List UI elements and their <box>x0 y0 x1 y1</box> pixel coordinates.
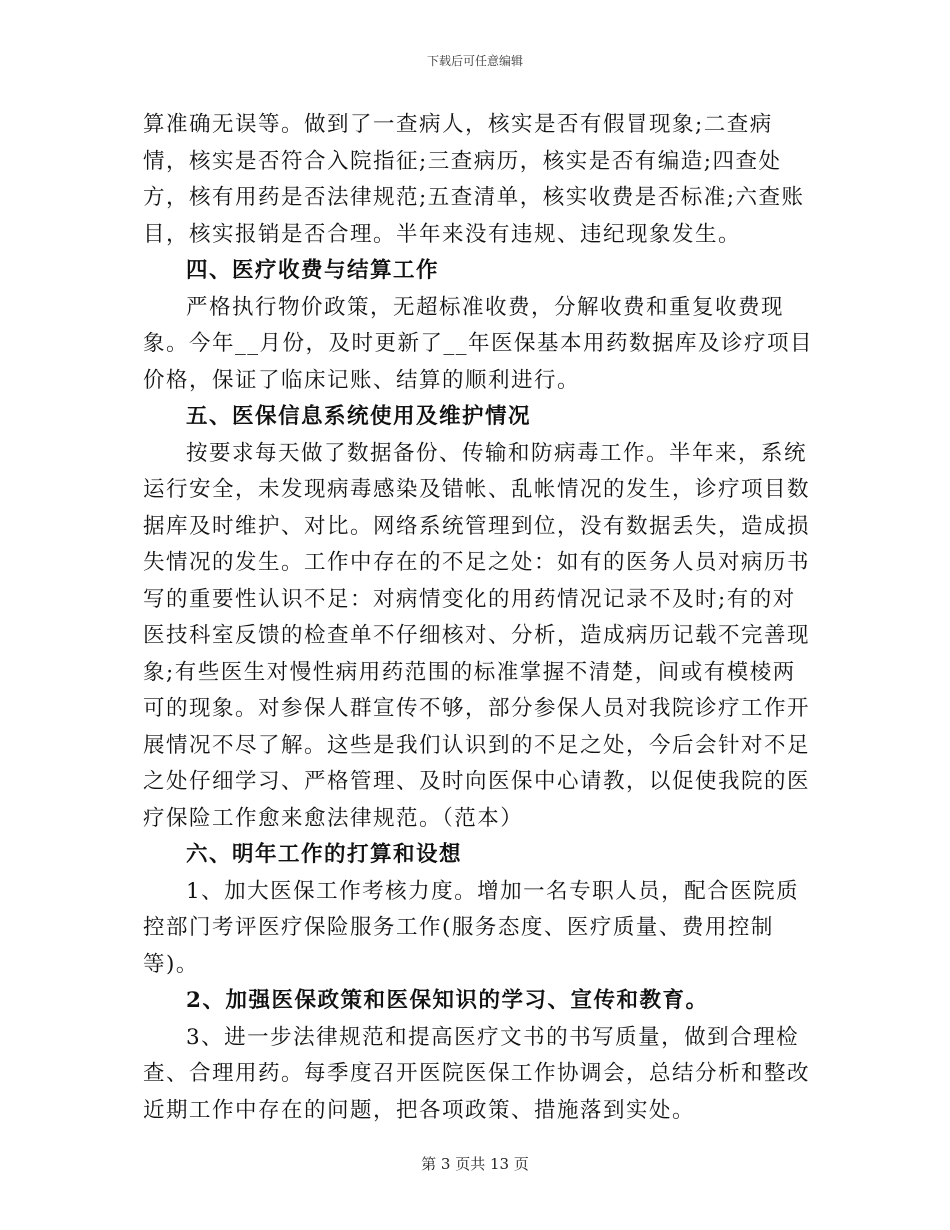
paragraph: 算准确无误等。做到了一查病人，核实是否有假冒现象;二查病情，核实是否符合入院指征;三查病历，核实是否有编造;四查处方，核有用药是否法律规范;五查清单，核实收费是否标准;六查账目，核实报销是否合理。半年来没有违规、违纪现象发生。 <box>143 112 805 247</box>
paragraph: 按要求每天做了数据备份、传输和防病毒工作。半年来，系统运行安全，未发现病毒感染及错帐、乱帐情况的发生，诊疗项目数据库及时维护、对比。网络系统管理到位，没有数据丢失，造成损失情况的发生。工作中存在的不足之处：如有的医务人员对病历书写的重要性认识不足：对病情变化的用药情况记录不及时;有的对医技科室反馈的检查单不仔细核对、分析，造成病历记载不完善现象;有些医生对慢性病用药范围的标准掌握不清楚，间或有模棱两可的现象。对参保人群宣传不够，部分参保人员对我院诊疗工作开展情况不尽了解。这些是我们认识到的不足之处，今后会针对不足之处仔细学习、严格管理、及时向医保中心请教，以促使我院的医疗保险工作愈来愈法律规范。（范本） <box>143 440 811 831</box>
page-header: 下载后可任意编辑 <box>426 54 523 68</box>
section-heading: 2、加强医保政策和医保知识的学习、宣传和教育。 <box>186 988 709 1013</box>
section-heading: 五、医保信息系统使用及维护情况 <box>186 404 532 429</box>
section-heading: 六、明年工作的打算和设想 <box>186 842 463 867</box>
document-body <box>143 107 813 1129</box>
page-footer: 第 3 页共 13 页 <box>421 1155 529 1173</box>
paragraph: 严格执行物价政策，无超标准收费，分解收费和重复收费现象。今年__月份，及时更新了__年医保基本用药数据库及诊疗项目价格，保证了临床记账、结算的顺利进行。 <box>143 294 814 393</box>
section-heading: 四、医疗收费与结算工作 <box>186 258 440 283</box>
paragraph: 3、进一步法律规范和提高医疗文书的书写质量，做到合理检查、合理用药。每季度召开医院医保工作协调会，总结分析和整改近期工作中存在的问题，把各项政策、措施落到实处。 <box>143 1024 811 1123</box>
paragraph: 1、加大医保工作考核力度。增加一名专职人员，配合医院质控部门考评医疗保险服务工作(服务态度、医疗质量、费用控制等)。 <box>143 878 800 977</box>
